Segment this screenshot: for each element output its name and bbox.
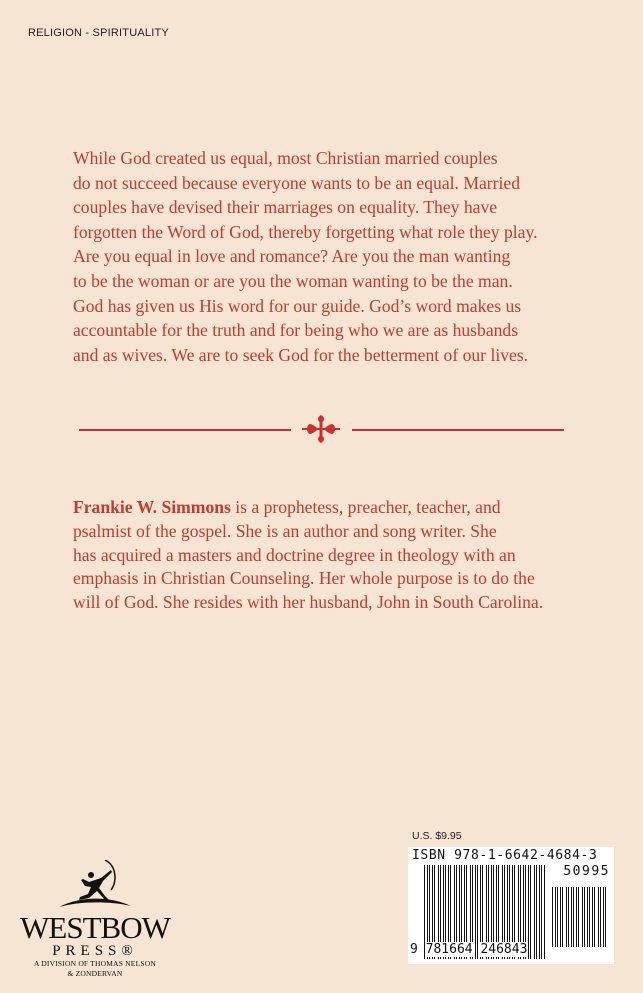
fleuron-ornament-icon	[302, 412, 340, 446]
divider-left	[79, 429, 291, 431]
bio-line: has acquired a masters and doctrine degree in theology with an	[73, 544, 516, 565]
bio-line: psalmist of the gospel. She is an author and song writer. She	[73, 520, 497, 541]
barcode-bar	[573, 887, 574, 947]
barcode-bar	[534, 865, 535, 959]
book-description	[73, 146, 538, 367]
isbn-text: ISBN 978-1-6642-4684-3	[412, 848, 598, 863]
barcode-bar	[541, 865, 542, 959]
price-label: U.S. $9.95	[412, 830, 462, 842]
barcode-bar	[594, 887, 595, 947]
barcode-bar	[582, 887, 583, 947]
publisher-division: A DIVISION OF THOMAS NELSON	[34, 959, 156, 968]
barcode-bar	[555, 887, 556, 947]
publisher-press: PRESS®	[52, 943, 138, 959]
barcode-bar	[536, 865, 537, 959]
description-line: accountable for the truth and for being who we are as husbands	[73, 320, 519, 341]
barcode-bar	[576, 887, 577, 947]
barcode-digit-group: 781664	[425, 942, 473, 957]
archer-figure-icon	[55, 860, 135, 908]
description-line: God has given us His word for our guide. God’s word makes us	[73, 295, 522, 316]
barcode-bar	[560, 887, 561, 947]
barcode-bar	[603, 887, 604, 947]
barcode-bar	[557, 887, 558, 947]
addon-code: 50995	[563, 864, 610, 879]
barcode-bar	[598, 887, 599, 947]
description-line: While God created us equal, most Christian married couples	[73, 148, 498, 168]
barcode-bar	[528, 865, 529, 959]
description-line: Are you equal in love and romance? Are you the man wanting	[73, 246, 511, 267]
bio-line: is a prophetess, preacher, teacher, and	[230, 497, 501, 517]
description-line: do not succeed because everyone wants to be an equal. Married	[73, 172, 520, 193]
bio-line: emphasis in Christian Counseling. Her whole purpose is to do the	[73, 568, 535, 589]
author-bio	[73, 496, 543, 615]
publisher-name: WESTBOW	[20, 910, 170, 945]
barcode-bar	[587, 887, 588, 947]
description-line: to be the woman or are you the woman wanting to be the man.	[73, 270, 513, 291]
barcode-bar	[600, 887, 601, 947]
description-line: forgotten the Word of God, thereby forgetting what role they play.	[73, 221, 538, 242]
barcode-bar	[571, 887, 572, 947]
author-name: Frankie W. Simmons	[73, 497, 231, 517]
description-line: couples have devised their marriages on equality. They have	[73, 197, 498, 218]
description-line: and as wives. We are to seek God for the betterment of our lives.	[73, 344, 529, 365]
barcode-bar	[539, 865, 540, 959]
barcode-digit: 9	[410, 942, 418, 957]
bio-line: will of God. She resides with her husband, John in South Carolina.	[73, 592, 544, 613]
barcode-digit-group: 246843	[480, 942, 528, 957]
barcode-bar	[566, 887, 567, 947]
barcode-bar	[592, 887, 593, 947]
barcode-bar	[589, 887, 590, 947]
barcode-bar	[530, 865, 531, 959]
category-label: RELIGION - SPIRITUALITY	[28, 27, 169, 39]
divider-right	[352, 429, 564, 431]
barcode-bar	[568, 887, 569, 947]
publisher-logo	[20, 860, 170, 979]
isbn-barcode	[408, 847, 614, 964]
publisher-division: & ZONDERVAN	[67, 969, 123, 978]
barcode-bar	[584, 887, 585, 947]
barcode-bar	[578, 887, 579, 947]
barcode-bar	[562, 887, 563, 947]
barcode-bar	[544, 865, 545, 959]
barcode-bar	[605, 887, 606, 947]
barcode-digits	[410, 942, 527, 957]
barcode-bar	[552, 887, 553, 947]
